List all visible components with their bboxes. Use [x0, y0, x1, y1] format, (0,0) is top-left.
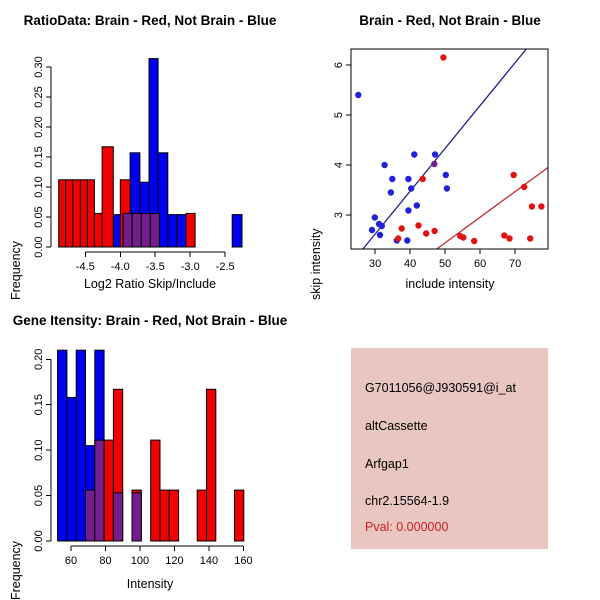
histogram-bar-blue — [58, 350, 67, 541]
ratio-histogram-x-axis-label: Log2 Ratio Skip/Include — [83, 277, 217, 291]
histogram-bar-red — [104, 440, 113, 541]
y-tick-label: 0.00 — [33, 236, 45, 258]
x-tick-label: 60 — [64, 555, 78, 567]
scatter-point-not-brain-blue — [389, 176, 395, 182]
x-tick-label: 40 — [404, 258, 417, 270]
scatter-point-brain-red — [529, 203, 535, 209]
histogram-bar-red — [197, 490, 206, 541]
histogram-bar-blue — [168, 215, 177, 247]
scatter-point-brain-red — [431, 228, 437, 234]
y-tick-label: 4 — [333, 161, 345, 169]
scatter-point-not-brain-blue — [408, 185, 414, 191]
x-tick-label: 160 — [234, 555, 253, 567]
plot-box — [351, 49, 548, 249]
histogram-bar-purple — [132, 213, 141, 247]
histogram-bar-red — [59, 180, 66, 247]
gene-intensity-histogram-title: Gene Itensity: Brain - Red, Not Brain - Blue — [12, 313, 288, 328]
scatter-point-not-brain-blue — [414, 202, 420, 208]
y-tick-label: 0.20 — [33, 348, 45, 370]
x-tick-label: -2.5 — [215, 261, 235, 273]
histogram-bar-red — [102, 147, 113, 247]
histogram-bar-red — [160, 490, 169, 541]
y-tick-label: 5 — [333, 111, 345, 119]
gene-info-panel — [300, 300, 600, 600]
x-tick-label: 140 — [199, 555, 219, 567]
pval-text: Pval: 0.000000 — [365, 520, 449, 534]
x-tick-label: 70 — [508, 258, 522, 270]
scatter-point-not-brain-blue — [432, 151, 438, 157]
histogram-bar-purple — [123, 213, 132, 247]
histogram-bar-blue — [177, 215, 186, 247]
scatter-point-brain-red — [527, 235, 533, 241]
histogram-bar-red — [186, 213, 195, 247]
histogram-bar-blue — [232, 215, 242, 247]
histogram-bar-red — [207, 389, 216, 541]
ratio-histogram-title: RatioData: Brain - Red, Not Brain - Blue — [23, 13, 277, 28]
scatter-point-brain-red — [395, 235, 401, 241]
histogram-bar-purple — [132, 493, 141, 541]
x-tick-label: 50 — [439, 258, 452, 270]
gene-name-text: Arfgap1 — [365, 457, 409, 471]
scatter-point-brain-red — [511, 172, 517, 178]
histogram-bar-blue — [67, 397, 76, 541]
y-tick-label: 0.20 — [33, 116, 45, 138]
scatter-point-not-brain-blue — [411, 151, 417, 157]
y-tick-label: 6 — [333, 61, 345, 69]
y-tick-label: 3 — [333, 211, 345, 219]
scatter-point-not-brain-blue — [388, 189, 394, 195]
histogram-bar-red — [80, 180, 87, 247]
scatter-point-not-brain-blue — [369, 227, 375, 233]
scatter-point-brain-red — [538, 203, 544, 209]
x-tick-label: 30 — [369, 258, 382, 270]
y-tick-label: 0.15 — [33, 393, 45, 416]
x-tick-label: 100 — [130, 555, 150, 567]
scatter-point-brain-red — [506, 235, 512, 241]
probe-id-text: G7011056@J930591@i_at — [365, 381, 516, 395]
scatter-point-not-brain-blue — [405, 176, 411, 182]
y-tick-label: 0.25 — [33, 86, 45, 108]
scatter-point-not-brain-blue — [372, 214, 378, 220]
intensity-scatter-y-axis-label: skip intensity — [309, 228, 323, 300]
histogram-bar-red — [235, 490, 244, 541]
scatter-point-brain-red — [415, 222, 421, 228]
x-tick-label: -4.5 — [75, 261, 95, 273]
event-type-text: altCassette — [365, 419, 428, 433]
y-tick-label: 0.00 — [33, 530, 45, 552]
locus-text: chr2.15564-1.9 — [365, 494, 450, 508]
histogram-bar-purple — [86, 490, 95, 541]
gene-intensity-histogram-chart — [0, 300, 300, 600]
scatter-point-not-brain-blue — [377, 232, 383, 238]
scatter-point-brain-red — [399, 225, 405, 231]
scatter-point-not-brain-blue — [355, 92, 361, 98]
scatter-point-brain-red — [420, 176, 426, 182]
gene-intensity-histogram-panel — [0, 300, 300, 600]
histogram-bar-purple — [141, 213, 150, 247]
ratio-histogram-y-axis-label: Frequency — [9, 240, 23, 300]
y-tick-label: 0.05 — [33, 206, 45, 228]
y-tick-label: 0.30 — [33, 56, 45, 78]
gene-info-box — [351, 348, 548, 549]
scatter-point-brain-red — [460, 234, 466, 240]
intensity-scatter-panel — [300, 0, 600, 300]
histogram-bar-red — [87, 180, 94, 247]
histogram-bar-red — [66, 180, 73, 247]
scatter-point-not-brain-blue — [381, 162, 387, 168]
ratio-histogram-chart — [0, 0, 300, 300]
scatter-point-overlap-point — [431, 161, 437, 167]
scatter-point-brain-red — [521, 184, 527, 190]
histogram-bar-red — [73, 180, 81, 247]
histogram-bar-blue — [76, 350, 85, 541]
gene-intensity-histogram-x-axis-label: Intensity — [126, 577, 174, 591]
intensity-scatter-x-axis-label: include intensity — [405, 277, 495, 291]
scatter-point-not-brain-blue — [405, 207, 411, 213]
y-tick-label: 0.05 — [33, 484, 45, 507]
trend-line-not-brain-fit — [363, 49, 526, 249]
y-tick-label: 0.15 — [33, 146, 45, 168]
histogram-bar-purple — [113, 493, 122, 541]
scatter-point-brain-red — [440, 54, 446, 60]
scatter-point-not-brain-blue — [379, 223, 385, 229]
histogram-bar-purple — [95, 440, 104, 541]
ratio-histogram-panel — [0, 0, 300, 300]
x-tick-label: -3.0 — [180, 261, 200, 273]
gene-intensity-histogram-y-axis-label: Frequency — [9, 540, 23, 600]
histogram-bar-red — [94, 213, 102, 247]
scatter-point-brain-red — [423, 230, 429, 236]
scatter-point-not-brain-blue — [444, 185, 450, 191]
y-tick-label: 0.10 — [33, 439, 45, 461]
x-tick-label: -3.5 — [145, 261, 165, 273]
scatter-point-brain-red — [471, 238, 477, 244]
y-tick-label: 0.10 — [33, 176, 45, 198]
intensity-scatter-title: Brain - Red, Not Brain - Blue — [359, 13, 541, 28]
x-tick-label: 120 — [165, 555, 184, 567]
intensity-scatter-chart — [300, 0, 600, 300]
x-tick-label: 60 — [473, 258, 487, 270]
scatter-point-not-brain-blue — [443, 172, 449, 178]
x-tick-label: 80 — [99, 555, 112, 567]
histogram-bar-purple — [150, 213, 159, 247]
scatter-point-not-brain-blue — [404, 237, 410, 243]
histogram-bar-red — [151, 440, 160, 541]
x-tick-label: -4.0 — [110, 261, 130, 273]
histogram-bar-red — [169, 490, 178, 541]
